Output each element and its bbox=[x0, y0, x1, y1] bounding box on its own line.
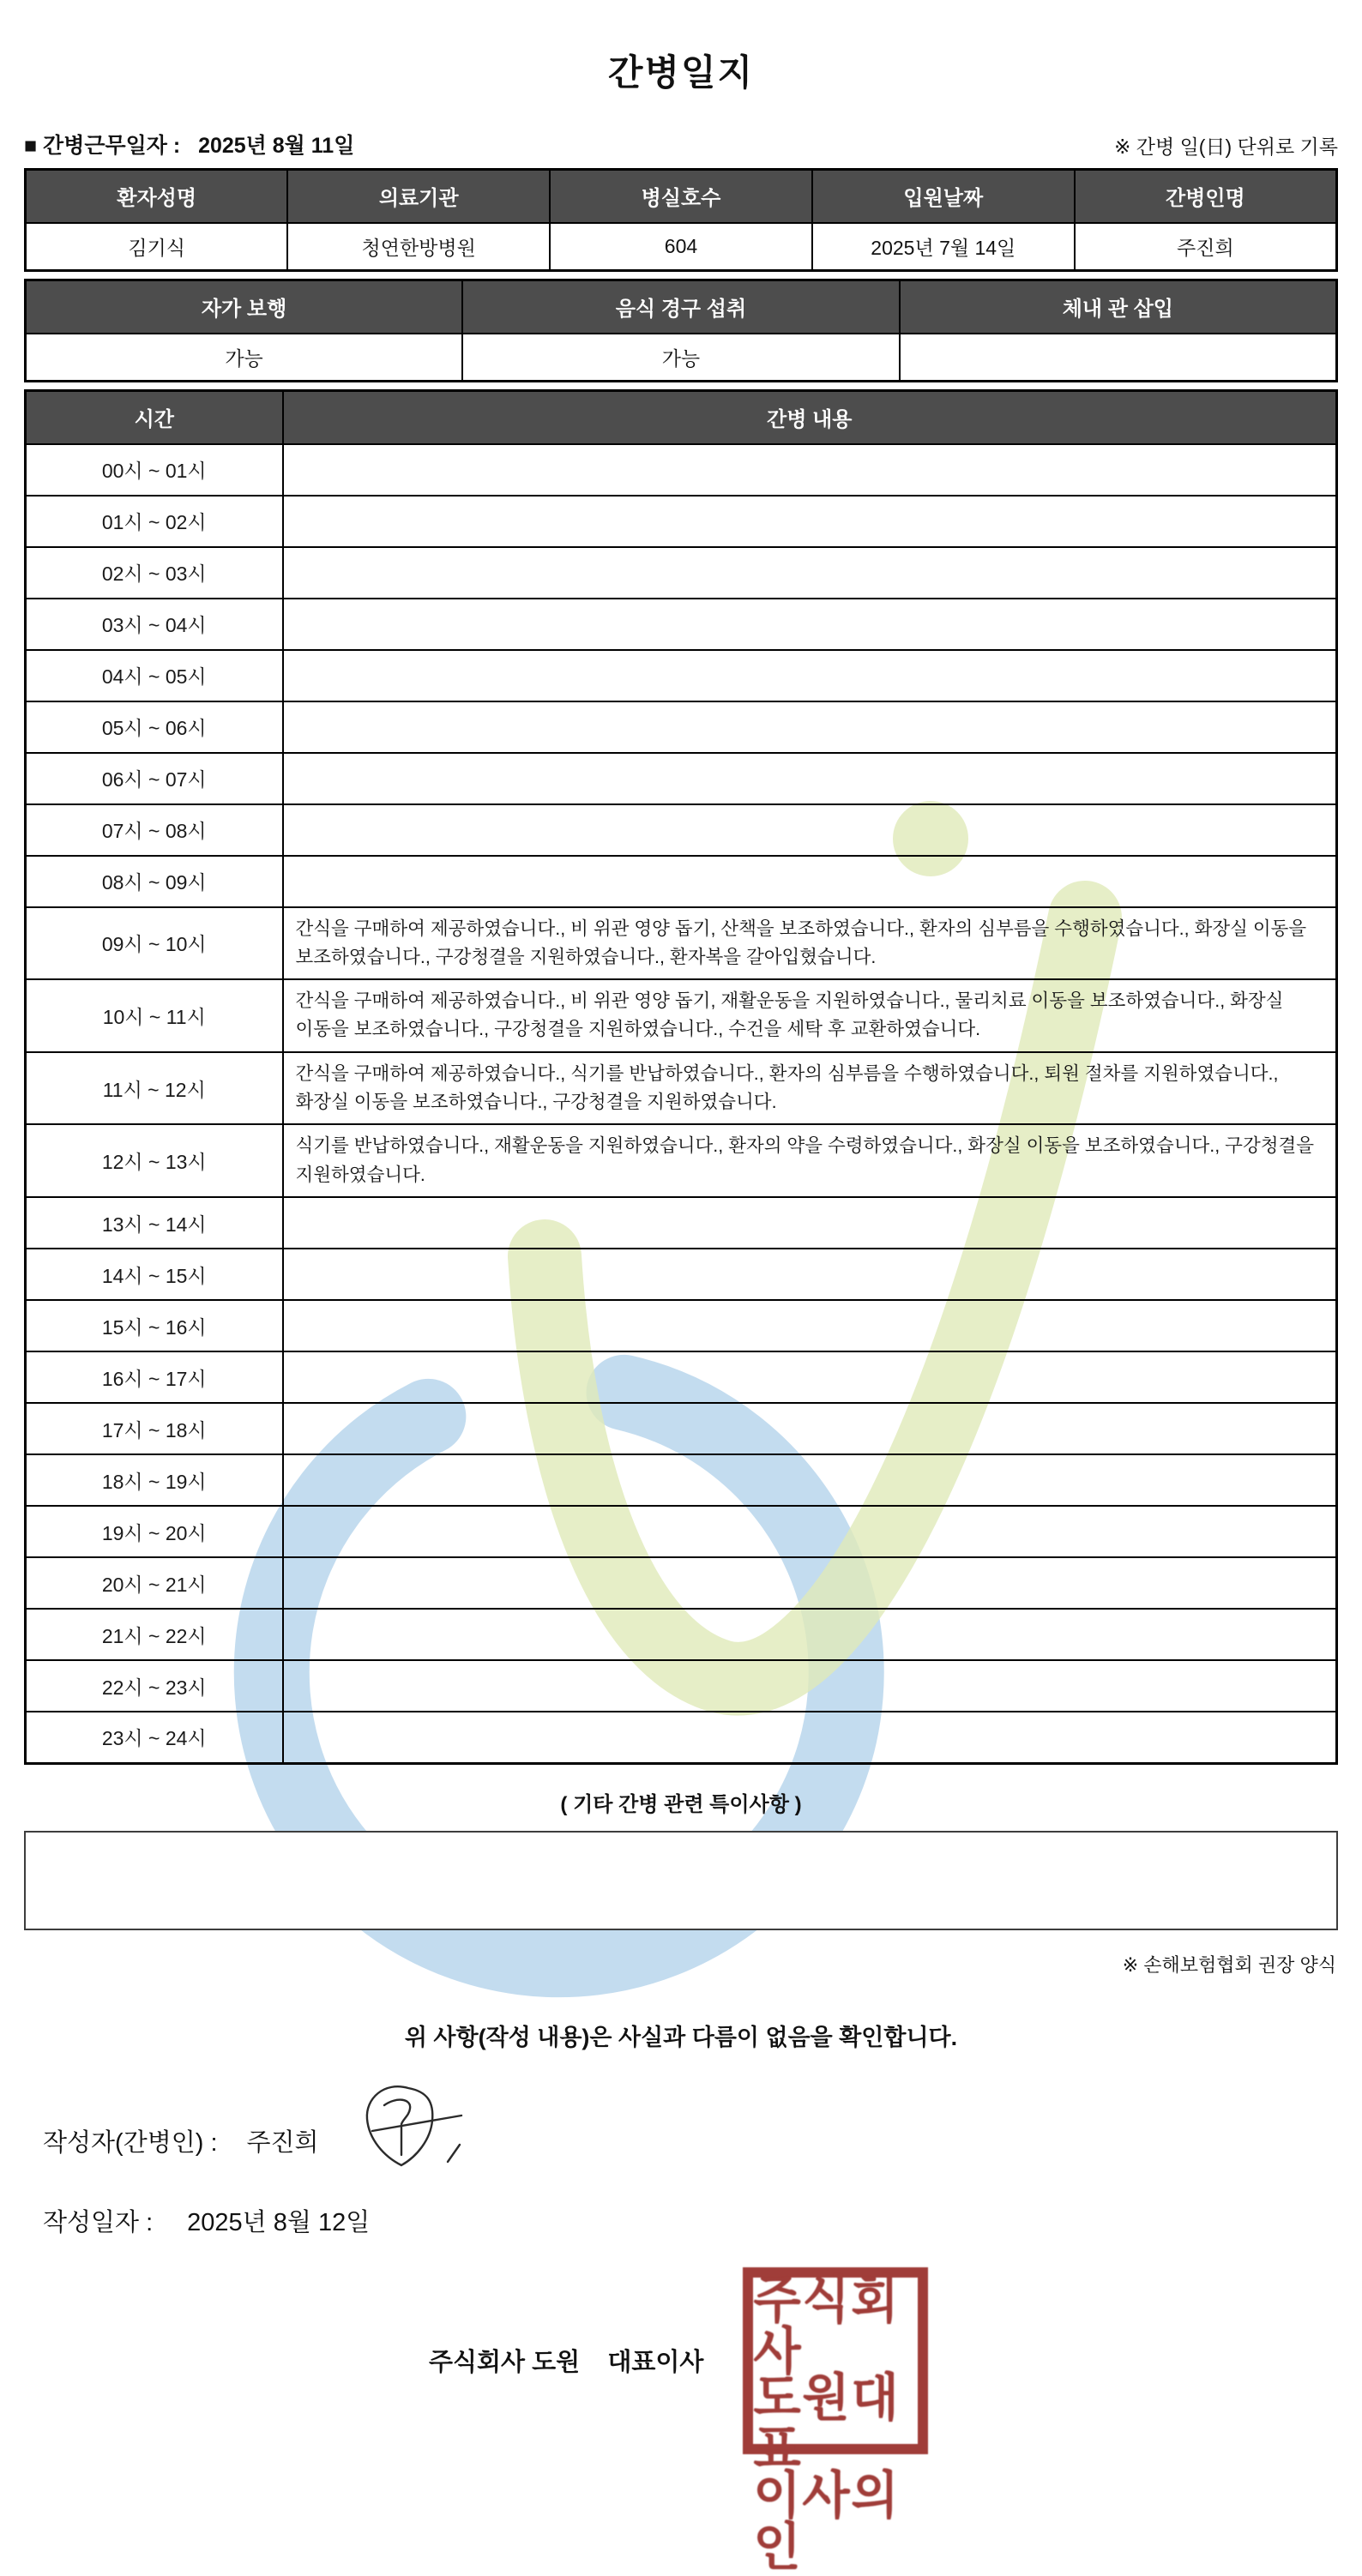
patient-name-value: 김기식 bbox=[26, 223, 288, 271]
care-log-content bbox=[283, 753, 1337, 804]
work-date-label: ■ 간병근무일자 : bbox=[24, 134, 181, 158]
writer-label: 작성자(간병인) : bbox=[43, 2129, 218, 2157]
care-log-time: 19시 ~ 20시 bbox=[26, 1506, 283, 1557]
form-recommendation-note: ※ 손해보험협회 권장 양식 bbox=[1122, 1953, 1336, 1976]
written-date-value: 2025년 8월 12일 bbox=[187, 2208, 371, 2236]
care-log-time: 04시 ~ 05시 bbox=[26, 650, 283, 701]
handwritten-signature bbox=[359, 2083, 470, 2177]
writer-name: 주진희 bbox=[246, 2129, 319, 2157]
care-log-table bbox=[24, 389, 1338, 1765]
care-log-content bbox=[283, 496, 1337, 547]
care-log-content bbox=[283, 444, 1337, 496]
room-number-value: 604 bbox=[550, 223, 812, 271]
caregiver-name-value: 주진희 bbox=[1075, 223, 1337, 271]
care-log-row bbox=[26, 701, 1337, 753]
oral-intake-header: 음식 경구 섭취 bbox=[462, 280, 900, 334]
room-number-header: 병실호수 bbox=[550, 170, 812, 223]
special-notes-title: ( 기타 간병 관련 특이사항 ) bbox=[560, 1792, 802, 1816]
care-log-content: 간식을 구매하여 제공하였습니다., 식기를 반납하였습니다., 환자의 심부름을 수행하였습니다., 퇴원 절차를 지원하였습니다., 화장실 이동을 보조하였습니다., 구강청결을 지원하였습니다. bbox=[283, 1052, 1337, 1125]
tube-insertion-value bbox=[900, 334, 1337, 382]
care-log-row bbox=[26, 496, 1337, 547]
care-log-row bbox=[26, 1712, 1337, 1763]
written-date-row bbox=[43, 2203, 1362, 2238]
care-log-content bbox=[283, 599, 1337, 650]
care-log-time: 01시 ~ 02시 bbox=[26, 496, 283, 547]
care-log-row bbox=[26, 1557, 1337, 1609]
care-log-content bbox=[283, 1660, 1337, 1712]
care-log-time: 03시 ~ 04시 bbox=[26, 599, 283, 650]
patient-status-table bbox=[24, 279, 1338, 382]
patient-name-header: 환자성명 bbox=[26, 170, 288, 223]
care-log-time: 21시 ~ 22시 bbox=[26, 1609, 283, 1660]
care-log-content bbox=[283, 1197, 1337, 1249]
seal-line-3: 이사의인 bbox=[753, 2466, 901, 2576]
care-log-time: 10시 ~ 11시 bbox=[26, 979, 283, 1052]
care-log-time: 05시 ~ 06시 bbox=[26, 701, 283, 753]
care-log-content bbox=[283, 1506, 1337, 1557]
care-log-time: 02시 ~ 03시 bbox=[26, 547, 283, 599]
corporate-seal-stamp bbox=[743, 2267, 928, 2576]
care-log-time: 22시 ~ 23시 bbox=[26, 1660, 283, 1712]
seal-line-2: 도원대표 bbox=[753, 2368, 901, 2478]
work-date-value: 2025년 8월 11일 bbox=[198, 134, 355, 158]
care-log-row bbox=[26, 1660, 1337, 1712]
care-content-column-header: 간병 내용 bbox=[283, 391, 1337, 444]
care-log-time: 06시 ~ 07시 bbox=[26, 753, 283, 804]
care-log-time: 12시 ~ 13시 bbox=[26, 1124, 283, 1197]
patient-info-table bbox=[24, 168, 1338, 272]
care-log-content bbox=[283, 1351, 1337, 1403]
admission-date-header: 입원날짜 bbox=[812, 170, 1075, 223]
care-log-row bbox=[26, 907, 1337, 980]
care-log-content bbox=[283, 1249, 1337, 1300]
care-log-time: 23시 ~ 24시 bbox=[26, 1712, 283, 1763]
care-log-row bbox=[26, 599, 1337, 650]
care-log-content: 간식을 구매하여 제공하였습니다., 비 위관 영양 돕기, 재활운동을 지원하였습니다., 물리치료 이동을 보조하였습니다., 화장실 이동을 보조하였습니다., 구강청결을 지원하였습니다., 수건을 세탁 후 교환하였습니다. bbox=[283, 979, 1337, 1052]
care-log-row bbox=[26, 1197, 1337, 1249]
care-log-content bbox=[283, 701, 1337, 753]
written-date-label: 작성일자 : bbox=[43, 2208, 154, 2236]
care-log-row bbox=[26, 1124, 1337, 1197]
care-table-body bbox=[26, 444, 1337, 1764]
work-date-line bbox=[24, 129, 1338, 159]
self-walking-value: 가능 bbox=[26, 334, 463, 382]
care-log-row bbox=[26, 804, 1337, 856]
care-log-content bbox=[283, 1300, 1337, 1351]
medical-institution-value: 청연한방병원 bbox=[287, 223, 550, 271]
care-log-row bbox=[26, 1454, 1337, 1506]
care-log-row bbox=[26, 650, 1337, 701]
care-log-content bbox=[283, 1609, 1337, 1660]
care-log-time: 13시 ~ 14시 bbox=[26, 1197, 283, 1249]
care-log-content bbox=[283, 1712, 1337, 1763]
care-log-row bbox=[26, 444, 1337, 496]
care-log-content: 간식을 구매하여 제공하였습니다., 비 위관 영양 돕기, 산책을 보조하였습니다., 환자의 심부름을 수행하였습니다., 화장실 이동을 보조하였습니다., 구강청결을 지원하였습니다., 환자복을 갈아입혔습니다. bbox=[283, 907, 1337, 980]
care-log-row bbox=[26, 1403, 1337, 1454]
care-log-time: 18시 ~ 19시 bbox=[26, 1454, 283, 1506]
care-log-content bbox=[283, 804, 1337, 856]
care-log-row bbox=[26, 547, 1337, 599]
care-log-time: 07시 ~ 08시 bbox=[26, 804, 283, 856]
care-log-row bbox=[26, 1300, 1337, 1351]
medical-institution-header: 의료기관 bbox=[287, 170, 550, 223]
care-log-time: 17시 ~ 18시 bbox=[26, 1403, 283, 1454]
care-log-row bbox=[26, 1351, 1337, 1403]
oral-intake-value: 가능 bbox=[462, 334, 900, 382]
care-log-row bbox=[26, 1052, 1337, 1125]
care-log-time: 11시 ~ 12시 bbox=[26, 1052, 283, 1125]
care-log-content bbox=[283, 1454, 1337, 1506]
care-log-content bbox=[283, 650, 1337, 701]
care-log-content: 식기를 반납하였습니다., 재활운동을 지원하였습니다., 환자의 약을 수령하였습니다., 화장실 이동을 보조하였습니다., 구강청결을 지원하였습니다. bbox=[283, 1124, 1337, 1197]
admission-date-value: 2025년 7월 14일 bbox=[812, 223, 1075, 271]
special-notes-box bbox=[24, 1831, 1338, 1930]
self-walking-header: 자가 보행 bbox=[26, 280, 463, 334]
care-log-time: 14시 ~ 15시 bbox=[26, 1249, 283, 1300]
tube-insertion-header: 체내 관 삽입 bbox=[900, 280, 1337, 334]
care-log-row bbox=[26, 979, 1337, 1052]
care-log-row bbox=[26, 856, 1337, 907]
care-log-time: 08시 ~ 09시 bbox=[26, 856, 283, 907]
care-log-time: 16시 ~ 17시 bbox=[26, 1351, 283, 1403]
care-log-time: 15시 ~ 16시 bbox=[26, 1300, 283, 1351]
care-log-content bbox=[283, 1557, 1337, 1609]
time-column-header: 시간 bbox=[26, 391, 283, 444]
care-log-row bbox=[26, 753, 1337, 804]
care-log-time: 00시 ~ 01시 bbox=[26, 444, 283, 496]
writer-row bbox=[43, 2105, 1362, 2177]
company-row bbox=[429, 2267, 1362, 2576]
unit-note: ※ 간병 일(日) 단위로 기록 bbox=[1114, 135, 1338, 158]
care-log-content bbox=[283, 1403, 1337, 1454]
care-log-time: 09시 ~ 10시 bbox=[26, 907, 283, 980]
care-log-row bbox=[26, 1609, 1337, 1660]
care-log-row bbox=[26, 1506, 1337, 1557]
care-log-time: 20시 ~ 21시 bbox=[26, 1557, 283, 1609]
confirmation-statement: 위 사항(작성 내용)은 사실과 다름이 없음을 확인합니다. bbox=[404, 2024, 958, 2050]
seal-line-1: 주식회사 bbox=[753, 2271, 901, 2380]
care-log-content bbox=[283, 547, 1337, 599]
page-title: 간병일지 bbox=[607, 52, 755, 93]
work-date bbox=[24, 129, 354, 159]
care-log-row bbox=[26, 1249, 1337, 1300]
company-ceo-line: 주식회사 도원 대표이사 bbox=[429, 2349, 704, 2376]
caregiver-name-header: 간병인명 bbox=[1075, 170, 1337, 223]
care-log-content bbox=[283, 856, 1337, 907]
